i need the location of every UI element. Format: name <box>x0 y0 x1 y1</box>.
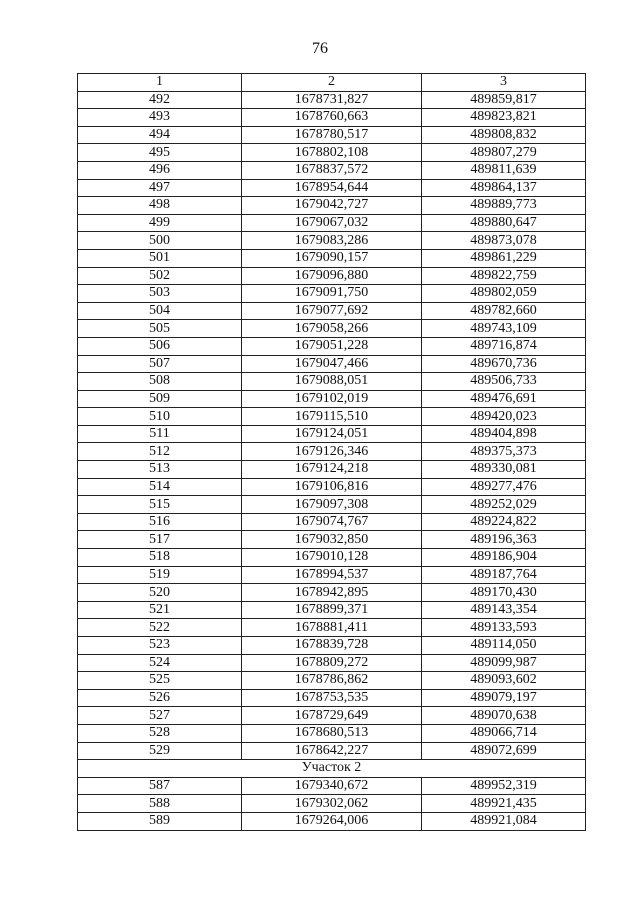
x-coordinate-cell: 1679088,051 <box>242 373 422 391</box>
page-number: 76 <box>312 40 328 57</box>
point-number-cell: 501 <box>78 249 242 267</box>
y-coordinate-cell: 489880,647 <box>422 214 586 232</box>
table-row <box>78 443 586 461</box>
point-number-cell: 525 <box>78 672 242 690</box>
x-coordinate-cell: 1678780,517 <box>242 126 422 144</box>
x-coordinate-cell: 1678642,227 <box>242 742 422 760</box>
x-coordinate-cell: 1678786,862 <box>242 672 422 690</box>
point-number-cell: 518 <box>78 549 242 567</box>
y-coordinate-cell: 489506,733 <box>422 373 586 391</box>
table-row <box>78 390 586 408</box>
point-number-cell: 520 <box>78 584 242 602</box>
x-coordinate-cell: 1678680,513 <box>242 724 422 742</box>
table-row <box>78 337 586 355</box>
x-coordinate-cell: 1679096,880 <box>242 267 422 285</box>
table-row <box>78 285 586 303</box>
x-coordinate-cell: 1679010,128 <box>242 549 422 567</box>
point-number-cell: 493 <box>78 109 242 127</box>
x-coordinate-cell: 1679102,019 <box>242 390 422 408</box>
y-coordinate-cell: 489952,319 <box>422 777 586 795</box>
table-row <box>78 267 586 285</box>
table-row <box>78 496 586 514</box>
x-coordinate-cell: 1679091,750 <box>242 285 422 303</box>
section-row <box>78 760 586 778</box>
column-header-3: 3 <box>422 74 586 92</box>
table-row <box>78 425 586 443</box>
y-coordinate-cell: 489823,821 <box>422 109 586 127</box>
x-coordinate-cell: 1678760,663 <box>242 109 422 127</box>
y-coordinate-cell: 489072,699 <box>422 742 586 760</box>
x-coordinate-cell: 1679058,266 <box>242 320 422 338</box>
table-row <box>78 812 586 830</box>
table-row <box>78 144 586 162</box>
x-coordinate-cell: 1679097,308 <box>242 496 422 514</box>
point-number-cell: 512 <box>78 443 242 461</box>
point-number-cell: 588 <box>78 795 242 813</box>
y-coordinate-cell: 489921,435 <box>422 795 586 813</box>
point-number-cell: 515 <box>78 496 242 514</box>
point-number-cell: 494 <box>78 126 242 144</box>
point-number-cell: 495 <box>78 144 242 162</box>
point-number-cell: 508 <box>78 373 242 391</box>
x-coordinate-cell: 1679124,218 <box>242 461 422 479</box>
y-coordinate-cell: 489802,059 <box>422 285 586 303</box>
table-header-row <box>78 74 586 92</box>
x-coordinate-cell: 1679051,228 <box>242 337 422 355</box>
x-coordinate-cell: 1679124,051 <box>242 425 422 443</box>
table-row <box>78 689 586 707</box>
table-row <box>78 214 586 232</box>
table-row <box>78 777 586 795</box>
table-row <box>78 549 586 567</box>
x-coordinate-cell: 1678942,895 <box>242 584 422 602</box>
y-coordinate-cell: 489811,639 <box>422 161 586 179</box>
table-body-part1 <box>78 91 586 760</box>
table-row <box>78 109 586 127</box>
table-row <box>78 197 586 215</box>
y-coordinate-cell: 489114,050 <box>422 637 586 655</box>
table-row <box>78 531 586 549</box>
point-number-cell: 510 <box>78 408 242 426</box>
table-row <box>78 513 586 531</box>
x-coordinate-cell: 1679115,510 <box>242 408 422 426</box>
point-number-cell: 506 <box>78 337 242 355</box>
y-coordinate-cell: 489099,987 <box>422 654 586 672</box>
table-row <box>78 584 586 602</box>
y-coordinate-cell: 489187,764 <box>422 566 586 584</box>
x-coordinate-cell: 1679340,672 <box>242 777 422 795</box>
point-number-cell: 492 <box>78 91 242 109</box>
x-coordinate-cell: 1679106,816 <box>242 478 422 496</box>
table-row <box>78 795 586 813</box>
y-coordinate-cell: 489782,660 <box>422 302 586 320</box>
y-coordinate-cell: 489861,229 <box>422 249 586 267</box>
y-coordinate-cell: 489186,904 <box>422 549 586 567</box>
y-coordinate-cell: 489066,714 <box>422 724 586 742</box>
table-row <box>78 302 586 320</box>
x-coordinate-cell: 1678729,649 <box>242 707 422 725</box>
y-coordinate-cell: 489859,817 <box>422 91 586 109</box>
table-row <box>78 249 586 267</box>
x-coordinate-cell: 1678994,537 <box>242 566 422 584</box>
y-coordinate-cell: 489807,279 <box>422 144 586 162</box>
y-coordinate-cell: 489330,081 <box>422 461 586 479</box>
point-number-cell: 522 <box>78 619 242 637</box>
x-coordinate-cell: 1678802,108 <box>242 144 422 162</box>
point-number-cell: 587 <box>78 777 242 795</box>
table-row <box>78 373 586 391</box>
point-number-cell: 517 <box>78 531 242 549</box>
y-coordinate-cell: 489133,593 <box>422 619 586 637</box>
table-row <box>78 461 586 479</box>
x-coordinate-cell: 1678899,371 <box>242 601 422 619</box>
x-coordinate-cell: 1679126,346 <box>242 443 422 461</box>
point-number-cell: 589 <box>78 812 242 830</box>
table-row <box>78 637 586 655</box>
y-coordinate-cell: 489224,822 <box>422 513 586 531</box>
table-row <box>78 619 586 637</box>
x-coordinate-cell: 1679302,062 <box>242 795 422 813</box>
y-coordinate-cell: 489070,638 <box>422 707 586 725</box>
y-coordinate-cell: 489420,023 <box>422 408 586 426</box>
table-row <box>78 126 586 144</box>
column-header-2: 2 <box>242 74 422 92</box>
point-number-cell: 523 <box>78 637 242 655</box>
point-number-cell: 496 <box>78 161 242 179</box>
table-body-part2 <box>78 777 586 830</box>
y-coordinate-cell: 489921,084 <box>422 812 586 830</box>
x-coordinate-cell: 1678837,572 <box>242 161 422 179</box>
table-row <box>78 320 586 338</box>
y-coordinate-cell: 489404,898 <box>422 425 586 443</box>
x-coordinate-cell: 1679074,767 <box>242 513 422 531</box>
point-number-cell: 503 <box>78 285 242 303</box>
y-coordinate-cell: 489808,832 <box>422 126 586 144</box>
x-coordinate-cell: 1679042,727 <box>242 197 422 215</box>
y-coordinate-cell: 489277,476 <box>422 478 586 496</box>
x-coordinate-cell: 1679047,466 <box>242 355 422 373</box>
point-number-cell: 529 <box>78 742 242 760</box>
section-label: Участок 2 <box>78 760 586 778</box>
point-number-cell: 514 <box>78 478 242 496</box>
table-row <box>78 91 586 109</box>
point-number-cell: 497 <box>78 179 242 197</box>
point-number-cell: 528 <box>78 724 242 742</box>
x-coordinate-cell: 1679067,032 <box>242 214 422 232</box>
table-row <box>78 707 586 725</box>
table-row <box>78 566 586 584</box>
point-number-cell: 511 <box>78 425 242 443</box>
point-number-cell: 505 <box>78 320 242 338</box>
coordinates-table <box>77 73 586 831</box>
point-number-cell: 516 <box>78 513 242 531</box>
column-header-1: 1 <box>78 74 242 92</box>
x-coordinate-cell: 1678881,411 <box>242 619 422 637</box>
x-coordinate-cell: 1678753,535 <box>242 689 422 707</box>
point-number-cell: 504 <box>78 302 242 320</box>
y-coordinate-cell: 489670,736 <box>422 355 586 373</box>
x-coordinate-cell: 1678809,272 <box>242 654 422 672</box>
table-row <box>78 601 586 619</box>
y-coordinate-cell: 489093,602 <box>422 672 586 690</box>
y-coordinate-cell: 489476,691 <box>422 390 586 408</box>
y-coordinate-cell: 489822,759 <box>422 267 586 285</box>
table-row <box>78 408 586 426</box>
point-number-cell: 502 <box>78 267 242 285</box>
y-coordinate-cell: 489196,363 <box>422 531 586 549</box>
y-coordinate-cell: 489716,874 <box>422 337 586 355</box>
point-number-cell: 500 <box>78 232 242 250</box>
x-coordinate-cell: 1678731,827 <box>242 91 422 109</box>
table-row <box>78 724 586 742</box>
y-coordinate-cell: 489375,373 <box>422 443 586 461</box>
point-number-cell: 524 <box>78 654 242 672</box>
table-row <box>78 742 586 760</box>
x-coordinate-cell: 1679032,850 <box>242 531 422 549</box>
point-number-cell: 527 <box>78 707 242 725</box>
point-number-cell: 521 <box>78 601 242 619</box>
table-row <box>78 654 586 672</box>
point-number-cell: 526 <box>78 689 242 707</box>
x-coordinate-cell: 1678839,728 <box>242 637 422 655</box>
table-row <box>78 355 586 373</box>
x-coordinate-cell: 1679083,286 <box>242 232 422 250</box>
table-row <box>78 161 586 179</box>
y-coordinate-cell: 489864,137 <box>422 179 586 197</box>
table-row <box>78 179 586 197</box>
y-coordinate-cell: 489873,078 <box>422 232 586 250</box>
y-coordinate-cell: 489889,773 <box>422 197 586 215</box>
y-coordinate-cell: 489743,109 <box>422 320 586 338</box>
y-coordinate-cell: 489143,354 <box>422 601 586 619</box>
y-coordinate-cell: 489079,197 <box>422 689 586 707</box>
x-coordinate-cell: 1679077,692 <box>242 302 422 320</box>
x-coordinate-cell: 1678954,644 <box>242 179 422 197</box>
point-number-cell: 513 <box>78 461 242 479</box>
x-coordinate-cell: 1679264,006 <box>242 812 422 830</box>
x-coordinate-cell: 1679090,157 <box>242 249 422 267</box>
point-number-cell: 507 <box>78 355 242 373</box>
y-coordinate-cell: 489170,430 <box>422 584 586 602</box>
table-row <box>78 232 586 250</box>
point-number-cell: 519 <box>78 566 242 584</box>
table-row <box>78 478 586 496</box>
point-number-cell: 509 <box>78 390 242 408</box>
point-number-cell: 499 <box>78 214 242 232</box>
table-row <box>78 672 586 690</box>
y-coordinate-cell: 489252,029 <box>422 496 586 514</box>
point-number-cell: 498 <box>78 197 242 215</box>
